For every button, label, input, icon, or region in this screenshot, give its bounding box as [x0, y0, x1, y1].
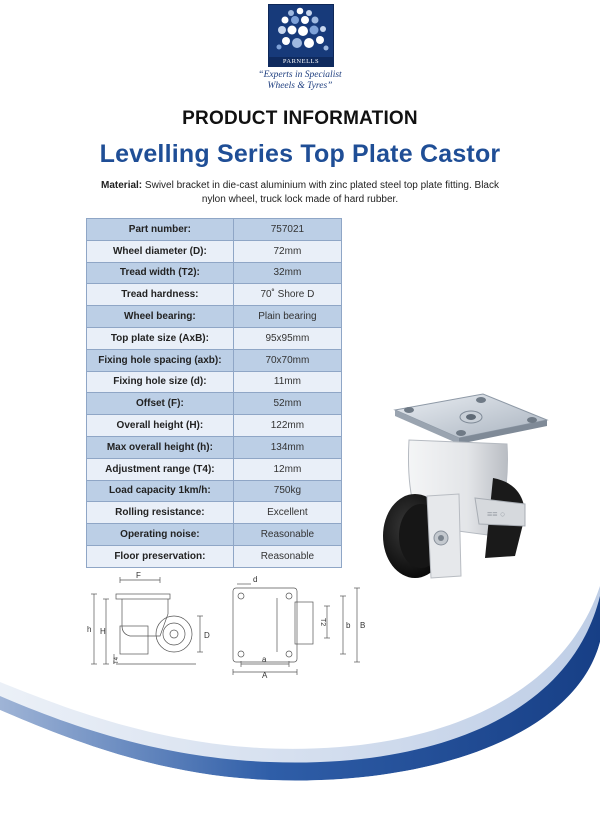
dim-label-T2: T2: [319, 618, 326, 627]
spec-row: [87, 480, 342, 502]
spec-row: [87, 327, 342, 349]
spec-value: 95x95mm: [233, 327, 341, 349]
spec-value: Reasonable: [233, 545, 341, 567]
spec-label: Load capacity 1km/h:: [87, 480, 234, 502]
dim-label-H: H: [100, 627, 106, 636]
spec-label: Top plate size (AxB):: [87, 327, 234, 349]
spec-label: Wheel diameter (D):: [87, 240, 234, 262]
spec-row: [87, 284, 342, 306]
spec-value: Excellent: [233, 502, 341, 524]
spec-row: [87, 219, 342, 241]
castor-product-image: [375, 386, 555, 581]
spec-row: [87, 393, 342, 415]
spec-value: 70x70mm: [233, 349, 341, 371]
spec-value: 52mm: [233, 393, 341, 415]
decorative-wave: [0, 586, 600, 836]
tagline-line-2: Wheels & Tyres”: [267, 81, 333, 91]
spec-value: 134mm: [233, 436, 341, 458]
material-text: Swivel bracket in die-cast aluminium with zinc plated steel top plate fitting. Black nylon wheel, truck lock made of hard rubber.: [144, 180, 499, 205]
spec-label: Fixing hole spacing (axb):: [87, 349, 234, 371]
spec-label: Operating noise:: [87, 524, 234, 546]
spec-value: Reasonable: [233, 524, 341, 546]
spec-label: Offset (F):: [87, 393, 234, 415]
brand-tagline: [200, 70, 400, 92]
spec-row: [87, 371, 342, 393]
spec-table: [86, 218, 342, 568]
page-heading: PRODUCT INFORMATION: [182, 108, 418, 129]
spec-value: 757021: [233, 219, 341, 241]
spec-label: Wheel bearing:: [87, 306, 234, 328]
spec-label: Part number:: [87, 219, 234, 241]
spec-value: 72mm: [233, 240, 341, 262]
spec-row: [87, 262, 342, 284]
spec-label: Overall height (H):: [87, 415, 234, 437]
spec-row: [87, 502, 342, 524]
spec-label: Tread width (T2):: [87, 262, 234, 284]
spec-label: Rolling resistance:: [87, 502, 234, 524]
spec-row: [87, 436, 342, 458]
tagline-line-1: “Experts in Specialist: [258, 70, 342, 80]
spec-value: 32mm: [233, 262, 341, 284]
spec-value: 122mm: [233, 415, 341, 437]
spec-row: [87, 349, 342, 371]
spec-row: [87, 240, 342, 262]
spec-value: 11mm: [233, 371, 341, 393]
spec-label: Max overall height (h):: [87, 436, 234, 458]
spec-row: [87, 306, 342, 328]
spec-row: [87, 458, 342, 480]
dim-label-a: a: [262, 655, 267, 664]
svg-text:≡≡ ○: ≡≡ ○: [487, 509, 506, 519]
spec-label: Floor preservation:: [87, 545, 234, 567]
dim-label-A: A: [262, 671, 268, 678]
dim-label-d: d: [253, 575, 258, 584]
spec-label: Tread hardness:: [87, 284, 234, 306]
dim-label-D: D: [204, 631, 210, 640]
dim-label-T4: T4: [114, 656, 120, 664]
spec-value: 12mm: [233, 458, 341, 480]
dim-label-F: F: [136, 571, 141, 580]
product-title: Levelling Series Top Plate Castor: [99, 140, 501, 168]
spec-value: 70˚ Shore D: [233, 284, 341, 306]
spec-table-body: [87, 219, 342, 568]
dim-label-h: h: [87, 625, 92, 634]
spec-value: 750kg: [233, 480, 341, 502]
spec-row: [87, 524, 342, 546]
dim-label-B: B: [360, 621, 366, 630]
spec-row: [87, 415, 342, 437]
material-description: [92, 179, 508, 207]
spec-label: Adjustment range (T4):: [87, 458, 234, 480]
spec-label: Fixing hole size (d):: [87, 371, 234, 393]
logo-dots-graphic: [269, 5, 333, 57]
dim-label-b: b: [346, 621, 351, 630]
brand-name: PARNELLS: [268, 57, 334, 67]
spec-row: [87, 545, 342, 567]
material-label: Material:: [101, 180, 143, 191]
spec-value: Plain bearing: [233, 306, 341, 328]
